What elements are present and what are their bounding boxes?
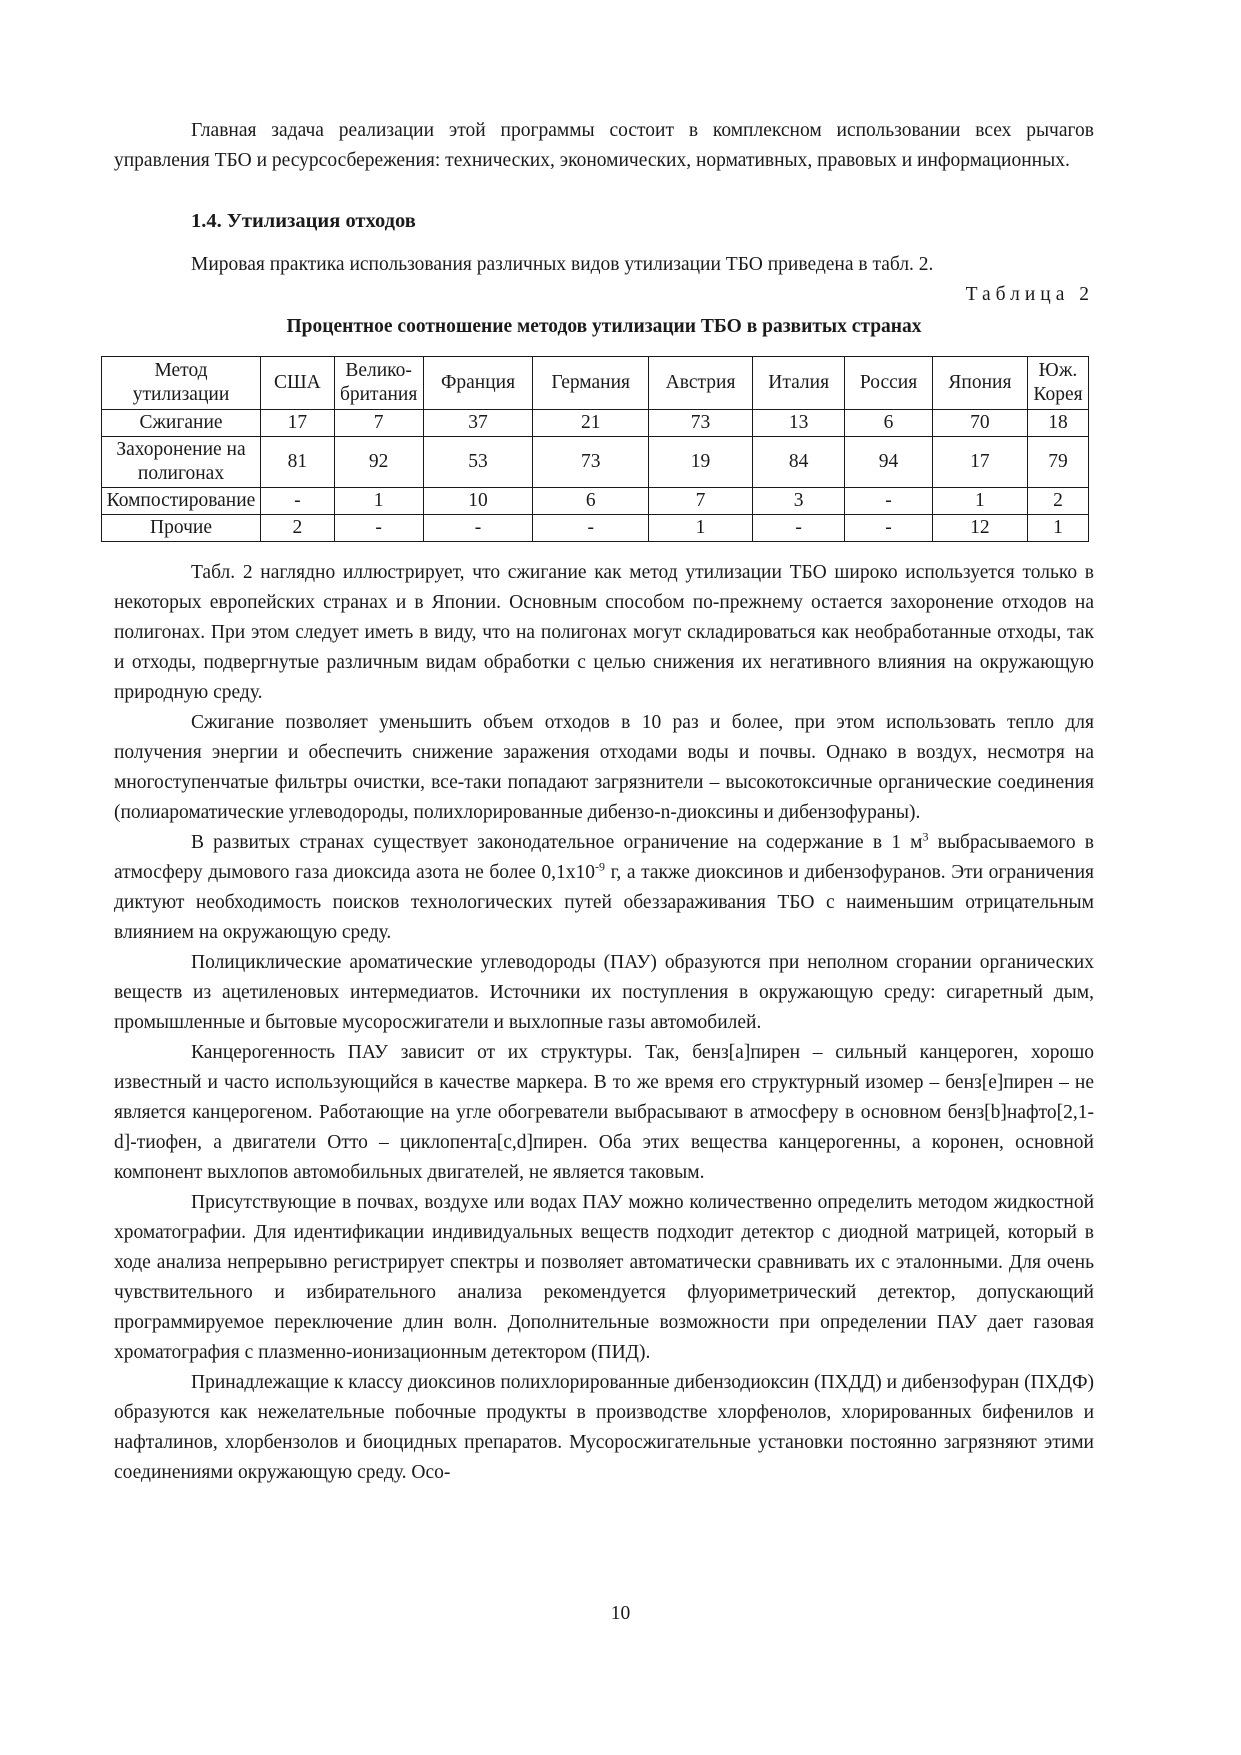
table-cell: 19 [649, 437, 753, 488]
table-cell: 10 [423, 488, 533, 515]
table-row [102, 410, 1089, 437]
intro-paragraph: Главная задача реализации этой программы состоит в комплексном использовании всех рычагов управления ТБО и ресурсосбережения: технических, экономических, нормативных, правовых и информационных. [114, 120, 1094, 171]
table-cell: - [845, 488, 933, 515]
table-cell: 79 [1028, 437, 1089, 488]
table-cell: 6 [533, 488, 649, 515]
superscript: -9 [595, 859, 606, 874]
table-cell: 13 [753, 410, 845, 437]
method-cell: Сжигание [102, 410, 261, 437]
superscript: 3 [922, 829, 929, 844]
header-cell: Франция [423, 357, 533, 410]
body-paragraph: Канцерогенность ПАУ зависит от их структуры. Так, бенз[a]пирен – сильный канцероген, хорошо известный и часто использующийся в качестве маркера. В то же время его структурный изомер – бенз[e]пирен – не является канцерогеном. Работающие на угле обогреватели выбрасывают в атмосферу в основном бенз[b]нафто[2,1-d]-тиофен, а двигатели Отто – циклопента[c,d]пирен. Оба этих вещества канцерогенны, а коронен, основной компонент выхлопов автомобильных двигателей, не является таковым. [114, 1042, 1094, 1183]
table-cell: - [845, 515, 933, 542]
header-cell: Россия [845, 357, 933, 410]
utilization-table [101, 356, 1089, 542]
table-row [102, 488, 1089, 515]
header-cell: Италия [753, 357, 845, 410]
table-header-row [102, 357, 1089, 410]
table-cell: 6 [845, 410, 933, 437]
table-cell: 3 [753, 488, 845, 515]
method-cell: Захоронение на полигонах [102, 437, 261, 488]
emission-text: г, а также диоксинов и дибензофуранов. Эти ограничения диктуют необходимость поисков технологических путей обеззараживания ТБО с наименьшим отрицательным влиянием на окружающую среду. [114, 862, 1094, 943]
table-label: Таблица 2 [965, 284, 1094, 305]
table-cell: 17 [261, 410, 335, 437]
header-cell: США [261, 357, 335, 410]
method-cell: Компостирование [102, 488, 261, 515]
table-cell: 73 [533, 437, 649, 488]
table-cell: 2 [1028, 488, 1089, 515]
table-cell: 12 [932, 515, 1027, 542]
body-paragraph: Принадлежащие к классу диоксинов полихлорированные дибензодиоксин (ПХДД) и дибензофуран (ПХДФ) образуются как нежелательные побочные продукты в производстве хлорфенолов, хлорированных бифенилов и нафталинов, хлорбензолов и биоцидных препаратов. Мусоросжигательные установки постоянно загрязняют этими соединениями окружающую среду. Осо- [114, 1372, 1094, 1483]
body-paragraph: Сжигание позволяет уменьшить объем отходов в 10 раз и более, при этом использовать тепло для получения энергии и обеспечить снижение заражения отходами воды и почвы. Однако в воздух, несмотря на многоступенчатые фильтры очистки, все-таки попадают загрязнители – высокотоксичные органические соединения (полиароматические углеводороды, полихлорированные дибензо-n-диоксины и дибензофураны). [114, 712, 1094, 823]
table-cell: 18 [1028, 410, 1089, 437]
method-cell: Прочие [102, 515, 261, 542]
header-cell: Австрия [649, 357, 753, 410]
table-cell: 73 [649, 410, 753, 437]
table-cell: 70 [932, 410, 1027, 437]
table-cell: 17 [932, 437, 1027, 488]
table-title: Процентное соотношение методов утилизации ТБО в развитых странах [286, 316, 922, 337]
page-number: 10 [610, 1603, 631, 1624]
section-heading: 1.4. Утилизация отходов [191, 210, 416, 232]
header-cell: Япония [932, 357, 1027, 410]
table-cell: 7 [649, 488, 753, 515]
table-cell: 81 [261, 437, 335, 488]
table-cell: 94 [845, 437, 933, 488]
table-cell: 1 [1028, 515, 1089, 542]
emission-paragraph [114, 828, 1094, 948]
table-cell: 1 [932, 488, 1027, 515]
table-cell: - [753, 515, 845, 542]
table-cell: 92 [334, 437, 423, 488]
table-cell: 53 [423, 437, 533, 488]
table-row [102, 515, 1089, 542]
table-cell: - [334, 515, 423, 542]
body-paragraph: Табл. 2 наглядно иллюстрирует, что сжигание как метод утилизации ТБО широко используется только в некоторых европейских странах и в Японии. Основным способом по-прежнему остается захоронение отходов на полигонах. При этом следует иметь в виду, что на полигонах могут складироваться как необработанные отходы, так и отходы, подвергнутые различным видам обработки с целью снижения их негативного влияния на окружающую природную среду. [114, 562, 1094, 703]
table-cell: 1 [649, 515, 753, 542]
table-cell: - [533, 515, 649, 542]
table-cell: 84 [753, 437, 845, 488]
emission-text: В развитых странах существует законодательное ограничение на содержание в 1 м [191, 832, 923, 853]
table-cell: 1 [334, 488, 423, 515]
body-paragraph: Присутствующие в почвах, воздухе или водах ПАУ можно количественно определить методом жидкостной хроматографии. Для идентификации индивидуальных веществ подходит детектор с диодной матрицей, который в ходе анализа непрерывно регистрирует спектры и позволяет автоматически сравнивать их с эталонными. Для очень чувствительного и избирательного анализа рекомендуется флуориметрический детектор, допускающий программируемое переключение длин волн. Дополнительные возможности при определении ПАУ дает газовая хроматография с плазменно-ионизационным детектором (ПИД). [114, 1192, 1094, 1363]
table-cell: 7 [334, 410, 423, 437]
table-cell: - [423, 515, 533, 542]
table-row [102, 437, 1089, 488]
page-content [106, 116, 1094, 1488]
header-cell: Германия [533, 357, 649, 410]
header-cell: Метод утилизации [102, 357, 261, 410]
emission-text: выбрасываемого в атмосферу дымового газа диоксида азота не более 0,1х10 [114, 832, 1094, 883]
section-intro-paragraph: Мировая практика использования различных видов утилизации ТБО приведена в табл. 2. [191, 254, 934, 275]
table-cell: 21 [533, 410, 649, 437]
body-paragraph: Полициклические ароматические углеводороды (ПАУ) образуются при неполном сгорании органических веществ из ацетиленовых интермедиатов. Источники их поступления в окружающую среду: сигаретный дым, промышленные и бытовые мусоросжигатели и выхлопные газы автомобилей. [114, 952, 1094, 1033]
table-cell: 2 [261, 515, 335, 542]
table-cell: 37 [423, 410, 533, 437]
header-cell: Велико-британия [334, 357, 423, 410]
header-cell: Юж. Корея [1028, 357, 1089, 410]
table-cell: - [261, 488, 335, 515]
